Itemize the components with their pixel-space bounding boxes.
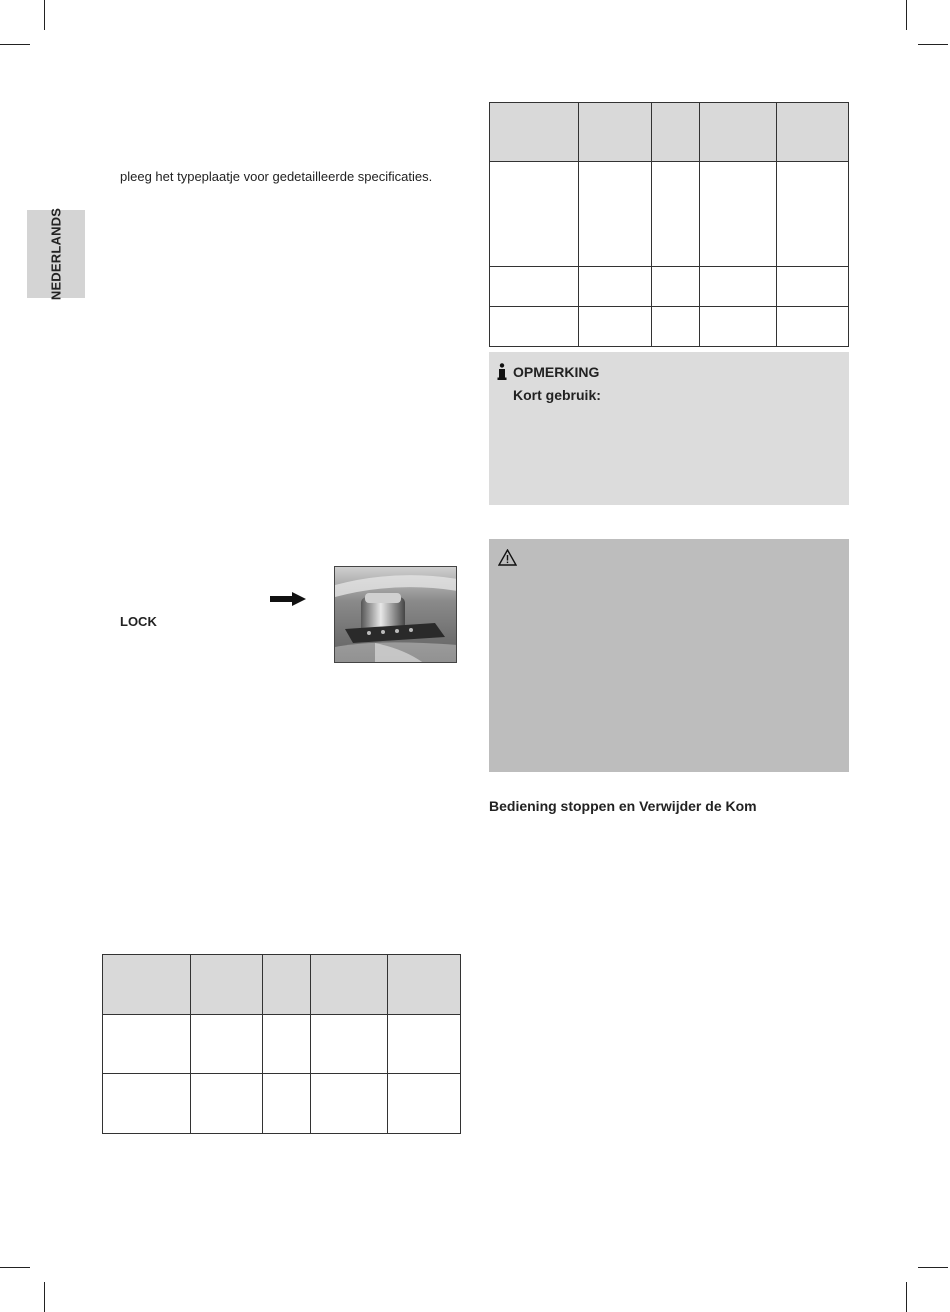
spec-table-left: [102, 954, 461, 1134]
table-cell: [103, 1015, 191, 1074]
right-arrow-icon: [270, 592, 306, 606]
table-cell: [578, 307, 651, 347]
table-row: [103, 1015, 461, 1074]
table-cell: [700, 267, 777, 307]
crop-mark: [44, 0, 45, 30]
crop-mark: [44, 1282, 45, 1312]
table-cell: [190, 1015, 262, 1074]
table-cell: [578, 267, 651, 307]
notice-box: [489, 352, 849, 505]
table-cell: [490, 307, 579, 347]
table-cell: [578, 103, 651, 162]
table-row: [103, 1074, 461, 1134]
spec-table-right: [489, 102, 849, 347]
table-cell: [311, 1074, 388, 1134]
table-cell: [651, 162, 700, 267]
table-cell: [190, 955, 262, 1015]
language-tab-label: NEDERLANDS: [48, 207, 64, 301]
table-cell: [262, 1074, 311, 1134]
table-cell: [311, 1015, 388, 1074]
crop-mark: [906, 1282, 907, 1312]
notice-title: OPMERKING: [513, 364, 600, 380]
warning-triangle-icon: [498, 549, 517, 566]
table-cell: [651, 307, 700, 347]
notice-subtitle: Kort gebruik:: [513, 387, 601, 403]
table-cell: [777, 103, 849, 162]
crop-mark: [0, 1267, 30, 1268]
table-cell: [777, 267, 849, 307]
table-cell: [388, 1074, 461, 1134]
table-row: [490, 267, 849, 307]
crop-mark: [918, 44, 948, 45]
section-heading: Bediening stoppen en Verwijder de Kom: [489, 798, 757, 814]
table-cell: [388, 1015, 461, 1074]
table-cell: [700, 162, 777, 267]
table-cell: [490, 162, 579, 267]
info-icon: [497, 363, 507, 380]
table-cell: [490, 267, 579, 307]
table-cell: [262, 1015, 311, 1074]
table-row: [490, 162, 849, 267]
table-cell: [777, 162, 849, 267]
table-cell: [262, 955, 311, 1015]
table-cell: [311, 955, 388, 1015]
crop-mark: [906, 0, 907, 30]
table-cell: [777, 307, 849, 347]
crop-mark: [0, 44, 30, 45]
table-row: [490, 307, 849, 347]
table-cell: [700, 307, 777, 347]
table-cell: [190, 1074, 262, 1134]
table-cell: [490, 103, 579, 162]
crop-mark: [918, 1267, 948, 1268]
warning-box: [489, 539, 849, 772]
table-cell: [651, 267, 700, 307]
table-cell: [103, 955, 191, 1015]
table-cell: [651, 103, 700, 162]
intro-text: pleeg het typeplaatje voor gedetailleerde specificaties.: [120, 169, 433, 184]
language-tab: [27, 207, 85, 301]
table-cell: [578, 162, 651, 267]
mixer-lock-photo: [334, 566, 457, 663]
table-cell: [700, 103, 777, 162]
table-cell: [103, 1074, 191, 1134]
lock-label: LOCK: [120, 614, 157, 629]
table-cell: [388, 955, 461, 1015]
